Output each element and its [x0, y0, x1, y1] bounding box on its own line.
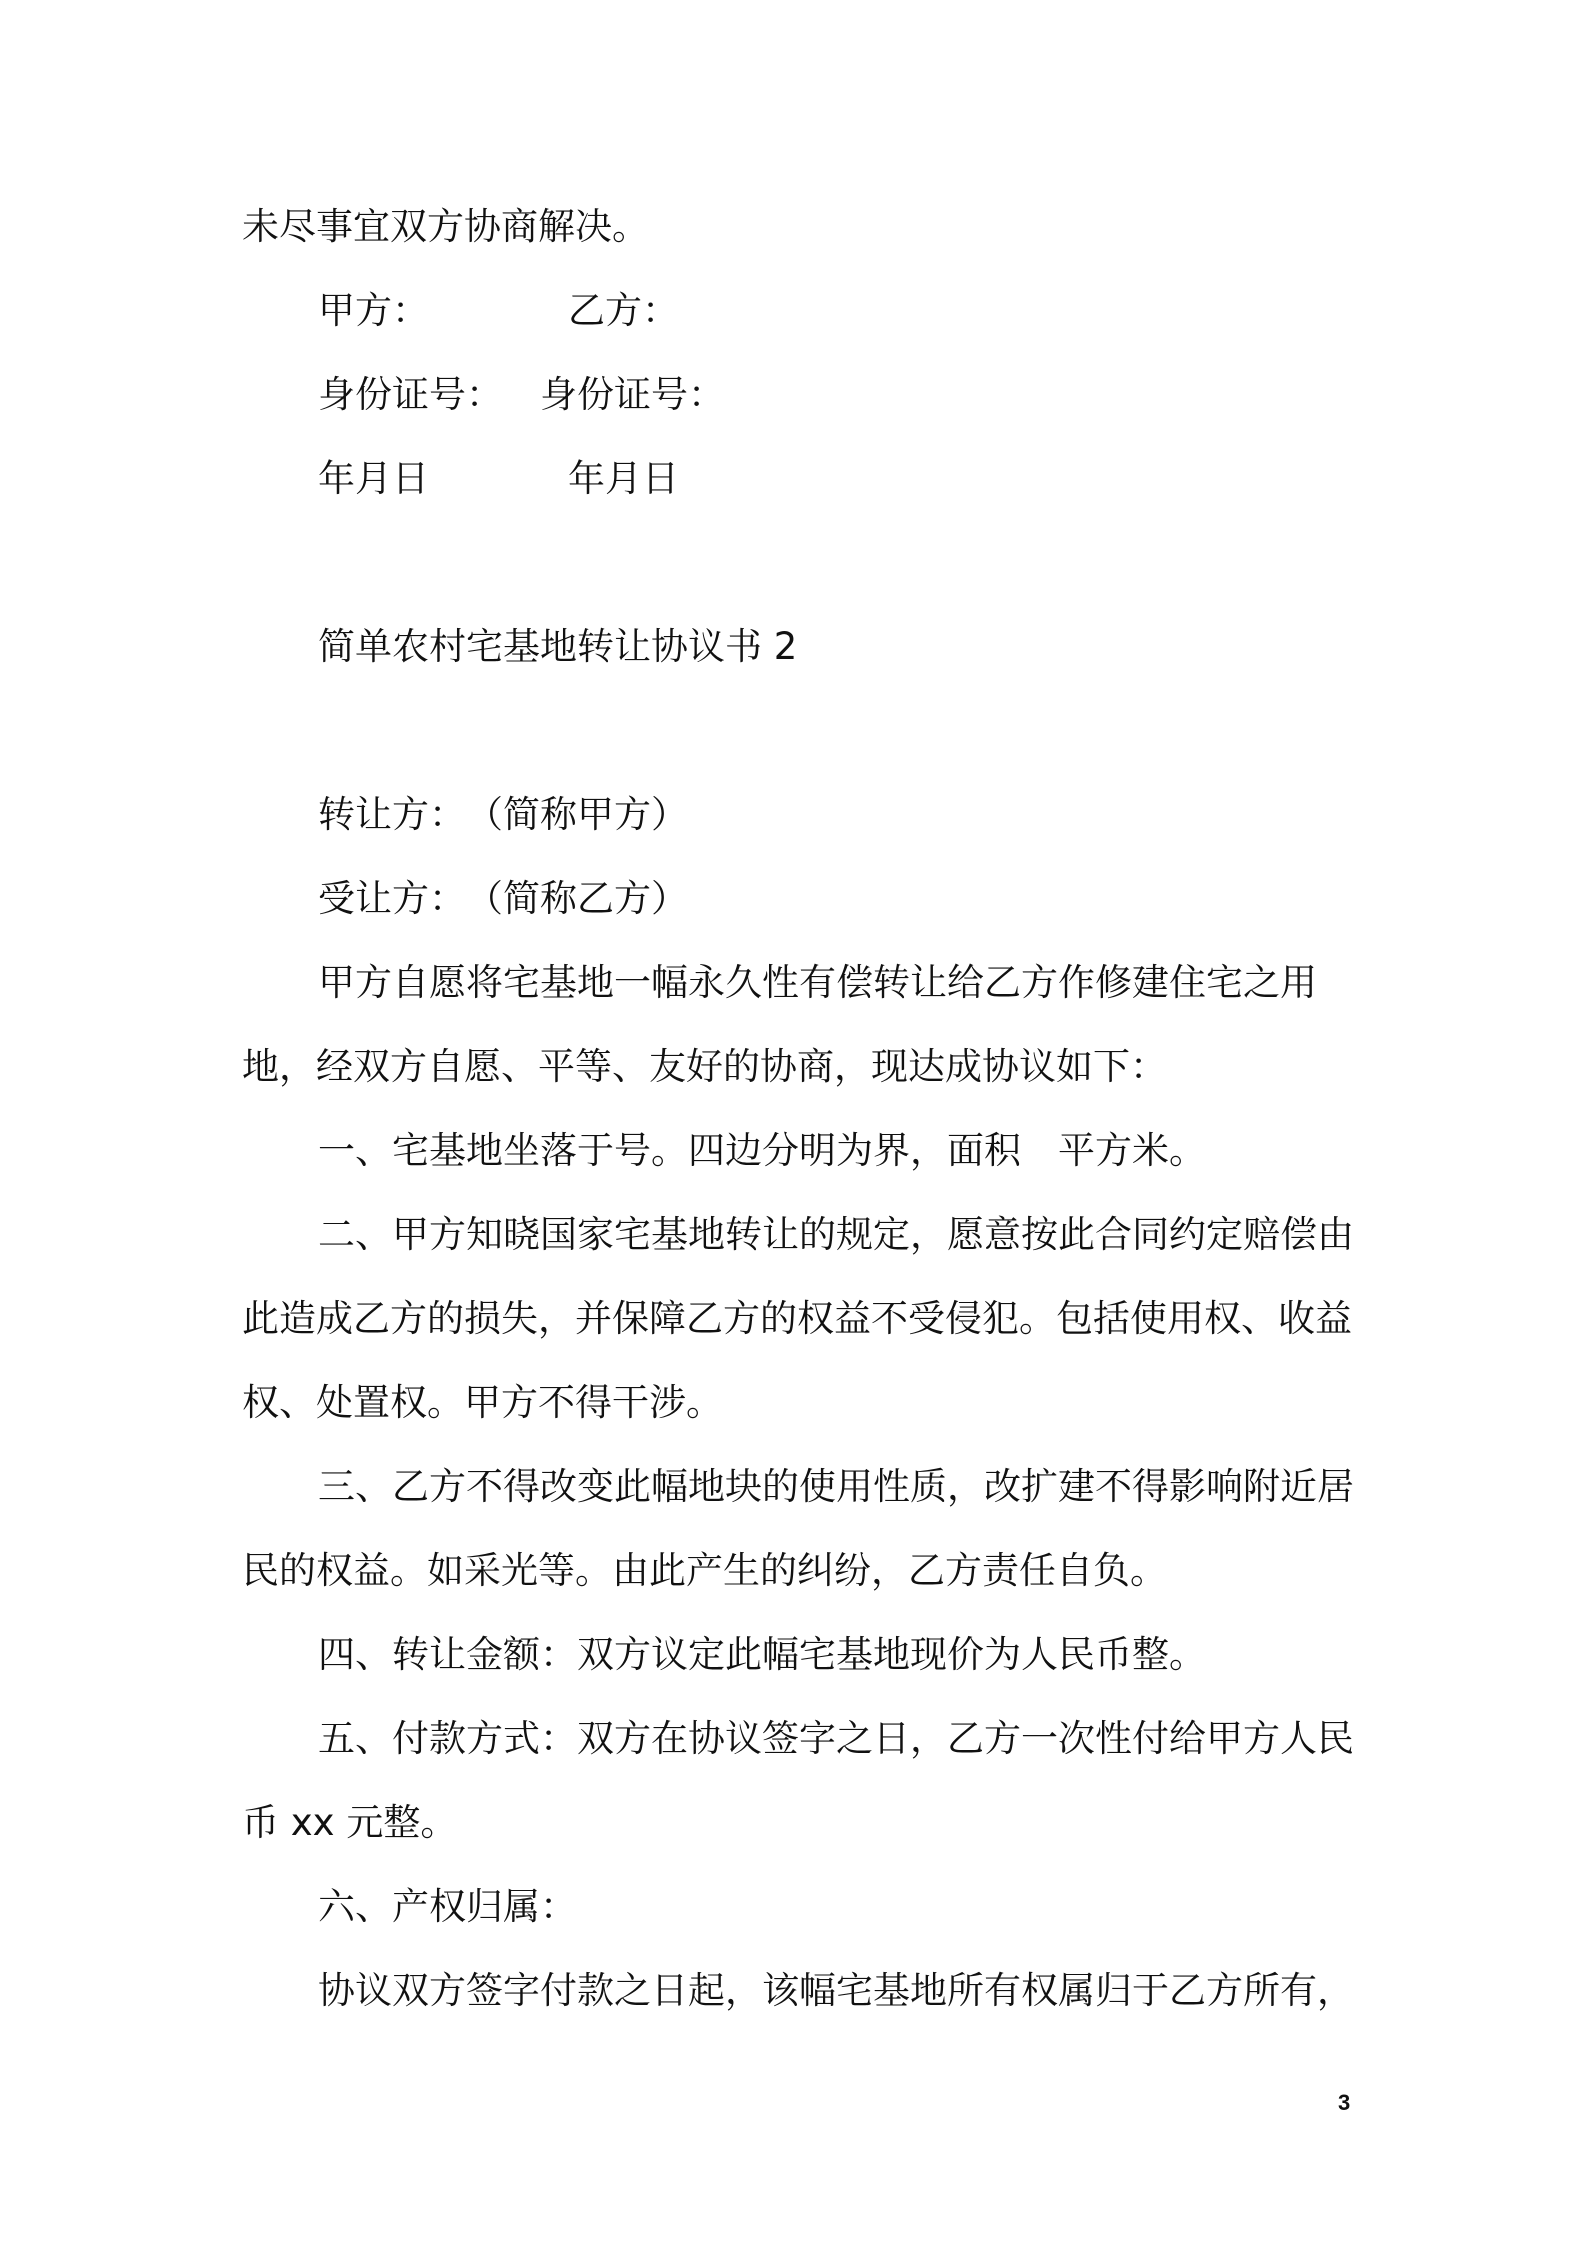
- clause-1: 一、宅基地坐落于号。四边分明为界，面积 平方米。: [318, 1129, 1206, 1172]
- transferee-line: 受让方： （简称乙方）: [318, 877, 688, 920]
- signature-row-date: [318, 454, 1362, 504]
- text-line-closing: 未尽事宜双方协商解决。: [242, 205, 649, 248]
- section-title: 简单农村宅基地转让协议书 2: [318, 625, 798, 668]
- clause-3-line: 三、乙方不得改变此幅地块的使用性质，改扩建不得影响附近居: [318, 1465, 1354, 1508]
- party-b-label: 乙方：: [568, 289, 679, 332]
- clause-5-line: 币 xx 元整。: [242, 1801, 458, 1844]
- date-b-label: 年月日: [568, 457, 679, 500]
- date-a-label: 年月日: [318, 457, 429, 500]
- clause-6-heading: 六、产权归属：: [318, 1885, 577, 1928]
- paragraph-line: 地，经双方自愿、平等、友好的协商，现达成协议如下：: [242, 1045, 1167, 1088]
- clause-2-line: 权、处置权。甲方不得干涉。: [242, 1381, 723, 1424]
- signature-row-party: [318, 286, 1362, 336]
- clause-3-line: 民的权益。如采光等。由此产生的纠纷，乙方责任自负。: [242, 1549, 1167, 1592]
- clause-5-line: 五、付款方式：双方在协议签字之日，乙方一次性付给甲方人民: [318, 1717, 1354, 1760]
- party-a-label: 甲方：: [318, 289, 429, 332]
- clause-2-line: 二、甲方知晓国家宅基地转让的规定，愿意按此合同约定赔偿由: [318, 1213, 1354, 1256]
- clause-4: 四、转让金额：双方议定此幅宅基地现价为人民币整。: [318, 1633, 1206, 1676]
- signature-row-id: [318, 370, 1362, 420]
- clause-2-line: 此造成乙方的损失，并保障乙方的权益不受侵犯。包括使用权、收益: [242, 1297, 1352, 1340]
- paragraph-line: 甲方自愿将宅基地一幅永久性有偿转让给乙方作修建住宅之用: [318, 961, 1317, 1004]
- id-a-label: 身份证号：: [318, 373, 503, 416]
- id-b-label: 身份证号：: [540, 373, 725, 416]
- clause-6-line: 协议双方签字付款之日起，该幅宅基地所有权属归于乙方所有，: [318, 1969, 1354, 2012]
- page-number: 3: [1338, 2090, 1351, 2115]
- transferor-line: 转让方： （简称甲方）: [318, 793, 688, 836]
